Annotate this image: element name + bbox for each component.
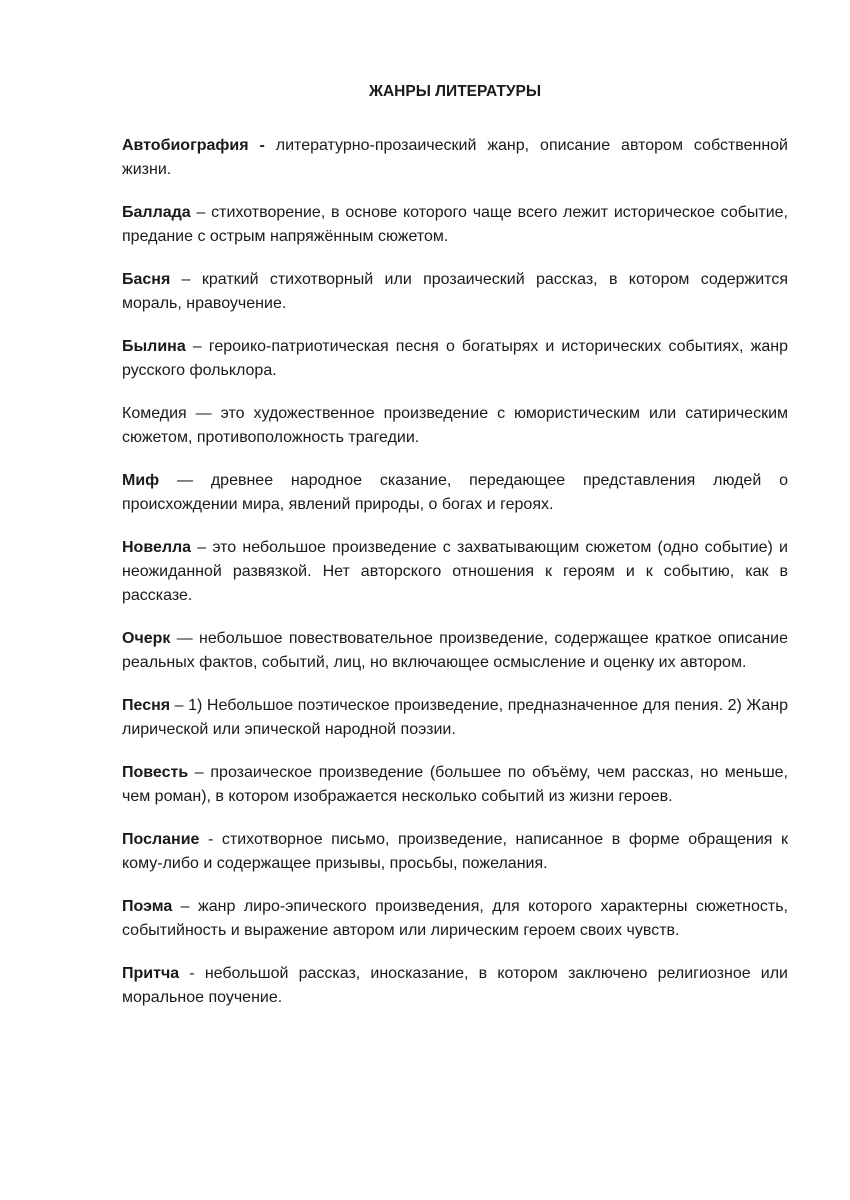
genre-term: Баллада [122, 204, 191, 221]
genre-definition: жанр лиро-эпического произведения, для которого характерны сюжетность, событийность и выражение автором или лирическим героем своих чувств. [122, 898, 788, 939]
genre-definition: это художественное произведение с юмористическим или сатирическим сюжетом, противоположность трагедии. [122, 405, 789, 446]
genre-entry-poem [122, 895, 788, 943]
genre-term: Послание [122, 831, 200, 848]
term-separator: - [248, 137, 276, 154]
genre-term: Новелла [122, 539, 192, 556]
genre-definition: небольшое повествовательное произведение, содержащее краткое описание реальных фактов, событий, лиц, но включающее осмысление и оценку их автором. [122, 630, 789, 671]
term-separator: — [159, 472, 211, 489]
term-separator: — [186, 405, 221, 422]
genre-definition: небольшой рассказ, иносказание, в котором заключено религиозное или моральное поучение. [122, 965, 788, 1006]
genre-definition: это небольшое произведение с захватывающим сюжетом (одно событие) и неожиданной развязкой. Нет авторского отношения к героям и к событию, как в рассказе. [122, 539, 788, 604]
genre-entry-autobiography [122, 134, 788, 182]
term-separator: — [170, 630, 199, 647]
genre-term: Былина [122, 338, 186, 355]
genre-entry-fable [122, 268, 788, 316]
term-separator: – [185, 338, 209, 355]
term-separator: – [188, 764, 211, 781]
genre-definition: краткий стихотворный или прозаический рассказ, в котором содержится мораль, нравоучение. [122, 271, 789, 312]
term-separator: – [170, 697, 189, 714]
genre-entry-comedy [122, 402, 788, 450]
genre-term: Песня [122, 697, 171, 714]
genre-entry-epistle [122, 828, 788, 876]
genre-entry-essay [122, 627, 788, 675]
term-separator: - [179, 965, 205, 982]
document-title: ЖАНРЫ ЛИТЕРАТУРЫ [368, 83, 542, 100]
term-separator: – [170, 271, 202, 288]
genre-term: Повесть [122, 764, 189, 781]
document-page [122, 80, 788, 1029]
genre-term: Притча [122, 965, 180, 982]
term-separator: – [190, 204, 212, 221]
term-separator: – [172, 898, 199, 915]
genre-term: Миф [122, 472, 160, 489]
genre-term: Автобиография [122, 137, 249, 154]
genre-entry-parable [122, 962, 788, 1010]
genre-entry-novella [122, 536, 788, 608]
genre-term: Поэма [122, 898, 173, 915]
genre-entry-bylina [122, 335, 788, 383]
genre-definition: 1) Небольшое поэтическое произведение, предназначенное для пения. 2) Жанр лирической или эпической народной поэзии. [122, 697, 788, 738]
genre-entry-novelette [122, 761, 788, 809]
term-separator: – [191, 539, 213, 556]
genre-term: Очерк [122, 630, 171, 647]
genre-definition: стихотворение, в основе которого чаще всего лежит историческое событие, предание с острым напряжённым сюжетом. [122, 204, 788, 245]
genre-term: Басня [122, 271, 171, 288]
genre-definition: древнее народное сказание, передающее представления людей о происхождении мира, явлений природы, о богах и героях. [122, 472, 788, 513]
genre-definition: прозаическое произведение (большее по объёму, чем рассказ, но меньше, чем роман), в котором изображается несколько событий из жизни героев. [122, 764, 788, 805]
genre-entry-song [122, 694, 788, 742]
term-separator: - [199, 831, 222, 848]
genre-definition: литературно-прозаический жанр, описание автором собственной жизни. [122, 137, 788, 178]
genre-term: Комедия [122, 405, 187, 422]
genre-entry-ballad [122, 201, 788, 249]
genre-definition: героико-патриотическая песня о богатырях и исторических событиях, жанр русского фольклора. [122, 338, 788, 379]
genre-entry-myth [122, 469, 788, 517]
genre-definition: стихотворное письмо, произведение, написанное в форме обращения к кому-либо и содержащее призывы, просьбы, пожелания. [122, 831, 788, 872]
